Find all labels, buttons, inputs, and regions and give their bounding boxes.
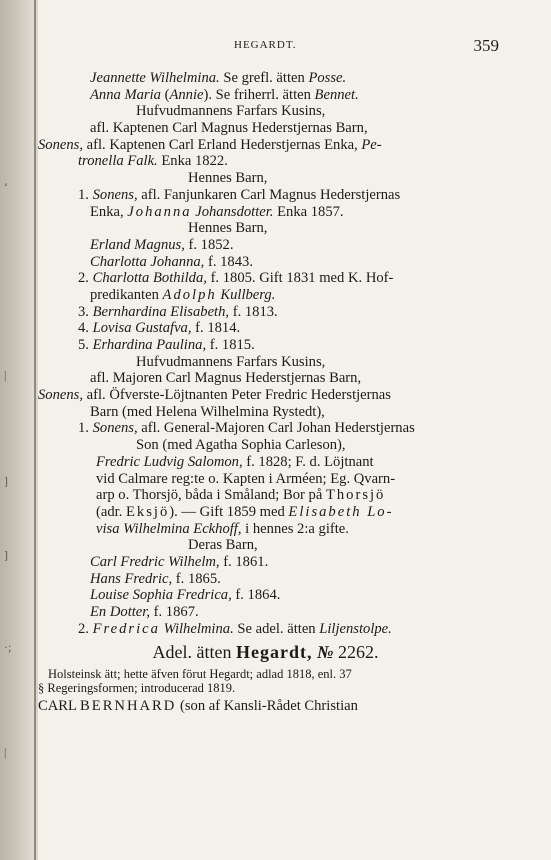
text-run: visa Wilhelmina Eckhoff, <box>96 520 242 537</box>
text-run: Enka 1857. <box>273 203 344 220</box>
text-run: Charlotta Bothilda, <box>92 270 207 287</box>
text-run: tronella Falk. <box>78 153 158 170</box>
genealogy-entries <box>38 70 493 637</box>
text-run: f. 1867. <box>150 604 199 620</box>
text-run: afl. General-Majoren Carl Johan Hederstjernas <box>137 420 415 437</box>
text-run: Wilhelmina. <box>163 620 234 637</box>
page-body <box>38 70 493 715</box>
text-run: Elisabeth Lo- <box>288 503 394 520</box>
text-line <box>38 153 493 170</box>
text-run: 2. <box>78 270 93 287</box>
text-line <box>38 587 493 604</box>
text-line <box>38 103 493 120</box>
text-line <box>38 320 493 337</box>
text-line <box>38 70 493 87</box>
text-run: Kullberg. <box>220 286 276 303</box>
text-line <box>38 521 493 538</box>
text-line <box>38 420 493 437</box>
text-run: f. 1865. <box>172 570 221 587</box>
text-run: ). — Gift 1859 med <box>169 503 289 520</box>
text-line <box>38 237 493 254</box>
text-run: ). Se friherrl. ätten <box>203 86 315 103</box>
text-run: afl. Fanjunkaren Carl Magnus Hederstjernas <box>137 186 401 203</box>
text-run: 2. <box>78 620 93 637</box>
text-run: Anna Maria <box>90 86 161 103</box>
text-run: afl. Majoren Carl Magnus Hederstjernas Barn, <box>90 370 362 387</box>
text-run: Son (med Agatha Sophia Carleson), <box>136 437 346 454</box>
text-run: afl. Kaptenen Carl Erland Hederstjernas Enka, <box>83 136 362 153</box>
text-run: Enka, <box>90 203 128 220</box>
text-run: Annie <box>169 86 204 103</box>
text-run: 5. <box>78 337 93 353</box>
text-line <box>38 454 493 471</box>
text-line <box>38 571 493 588</box>
page-number: 359 <box>473 36 499 55</box>
text-line <box>38 387 493 404</box>
text-run: Lovisa Gustafva, <box>92 320 192 337</box>
text-line <box>38 220 493 237</box>
book-page <box>38 0 551 860</box>
given-name-spaced: BERNHARD <box>80 698 177 715</box>
text-run: Johanna <box>127 203 192 220</box>
text-run: Deras Barn, <box>188 537 258 554</box>
text-line <box>38 304 493 321</box>
text-line <box>38 554 493 571</box>
text-run: afl. Kaptenen Carl Magnus Hederstjernas Barn, <box>90 120 368 137</box>
text-run: Enka 1822. <box>157 153 228 170</box>
text-run: Adolph <box>162 286 217 303</box>
text-run: Se adel. ätten <box>233 620 320 637</box>
text-run: En Dotter, <box>90 604 150 620</box>
text-run: f. 1813. <box>229 303 278 320</box>
text-run: Fredric Ludvig Salomon, <box>96 453 243 470</box>
text-line <box>38 437 493 454</box>
gutter-edge <box>34 0 36 860</box>
final-line-rest: (son af Kansli-Rådet Christian <box>176 698 358 715</box>
text-run: Hans Fredric, <box>90 570 173 587</box>
section-heading <box>38 637 493 667</box>
text-run: Sonens, <box>38 387 83 404</box>
text-run: Posse. <box>308 70 347 86</box>
text-line <box>38 604 493 621</box>
text-run: f. 1864. <box>231 587 281 604</box>
note-line: § Regeringsformen; introducerad 1819. <box>38 681 236 696</box>
text-run: i hennes 2:a gifte. <box>241 520 349 537</box>
margin-mark: ] <box>4 474 8 488</box>
text-line <box>38 287 493 304</box>
text-line <box>38 204 493 221</box>
text-run: Thorsjö <box>325 487 386 504</box>
text-run: Liljenstolpe. <box>319 620 392 637</box>
text-line <box>38 270 493 287</box>
text-run: Hufvudmannens Farfars Kusins, <box>136 353 326 370</box>
text-run: f. 1805. Gift 1831 med K. Hof- <box>206 270 394 287</box>
text-run: Bennet. <box>314 86 359 103</box>
text-run: 4. <box>78 320 93 337</box>
note-line: Holsteinsk ätt; hette äfven förut Hegardt; adlad 1818, enl. 37 <box>48 667 352 682</box>
text-run: predikanten <box>90 286 163 303</box>
text-run: Sonens, <box>92 186 138 203</box>
text-run: Fredrica <box>92 620 160 637</box>
book-gutter <box>0 0 36 860</box>
final-line <box>38 698 493 715</box>
number-sign: № <box>316 642 334 663</box>
page-header <box>38 36 551 56</box>
text-line <box>38 537 493 554</box>
margin-mark: ‘ <box>4 180 8 194</box>
text-line <box>38 137 493 154</box>
text-run: afl. Öfverste-Löjtnanten Peter Fredric Hederstjernas <box>83 387 391 404</box>
text-line <box>38 471 493 488</box>
text-run: Barn (med Helena Wilhelmina Rystedt), <box>90 403 325 420</box>
family-name: Hegardt, <box>236 642 313 663</box>
text-run: Erland Magnus, <box>90 236 185 253</box>
text-line <box>38 354 493 371</box>
text-line <box>38 120 493 137</box>
text-line <box>38 170 493 187</box>
text-run: 1. <box>78 420 93 437</box>
text-line <box>38 504 493 521</box>
text-run: f. 1814. <box>191 320 241 337</box>
margin-mark: ] <box>4 548 8 562</box>
given-name-first: CARL <box>38 698 77 715</box>
text-run: f. 1843. <box>204 253 253 270</box>
text-run: Johansdotter. <box>195 203 274 220</box>
margin-mark: ·; <box>4 640 12 654</box>
text-run: Eksjö <box>126 503 170 520</box>
text-run: f. 1828; F. d. Löjtnant <box>242 453 374 470</box>
text-run: Hennes Barn, <box>188 220 268 237</box>
text-run: vid Calmare reg:te o. Kapten i Arméen; Eg. Qvarn- <box>96 470 396 487</box>
text-run: Sonens, <box>38 136 83 153</box>
text-line <box>38 87 493 104</box>
text-line <box>38 337 493 354</box>
text-run: f. 1861. <box>219 553 269 570</box>
text-run: Carl Fredric Wilhelm, <box>90 553 220 570</box>
text-line <box>38 254 493 271</box>
text-run: 3. <box>78 303 93 320</box>
text-run: Jeannette Wilhelmina. <box>90 70 220 86</box>
text-run: (adr. <box>96 503 126 520</box>
text-line <box>38 621 493 638</box>
margin-mark: | <box>4 745 7 759</box>
text-line <box>38 487 493 504</box>
text-run: Hennes Barn, <box>188 170 268 187</box>
running-title: HEGARDT. <box>234 39 297 51</box>
text-run: arp o. Thorsjö, båda i Småland; Bor på <box>96 487 326 504</box>
text-run: Charlotta Johanna, <box>90 253 205 270</box>
text-run: f. 1852. <box>184 236 234 253</box>
text-line <box>38 187 493 204</box>
text-run: Bernhardina Elisabeth, <box>92 303 230 320</box>
text-run: Louise Sophia Fredrica, <box>90 587 232 604</box>
margin-mark: | <box>4 368 7 382</box>
text-run: Se grefl. ätten <box>219 70 309 86</box>
section-number: 2262. <box>337 642 379 663</box>
text-line <box>38 370 493 387</box>
text-run: ( <box>160 86 170 103</box>
text-run: Sonens, <box>92 420 138 437</box>
text-line <box>38 404 493 421</box>
text-run: Hufvudmannens Farfars Kusins, <box>136 103 326 120</box>
section-prefix: Adel. ätten <box>152 642 236 663</box>
section-notes <box>38 667 493 695</box>
text-run: 1. <box>78 186 93 203</box>
text-run: Erhardina Paulina, <box>92 337 207 353</box>
text-run: Pe- <box>361 136 382 153</box>
text-run: f. 1815. <box>206 337 255 353</box>
